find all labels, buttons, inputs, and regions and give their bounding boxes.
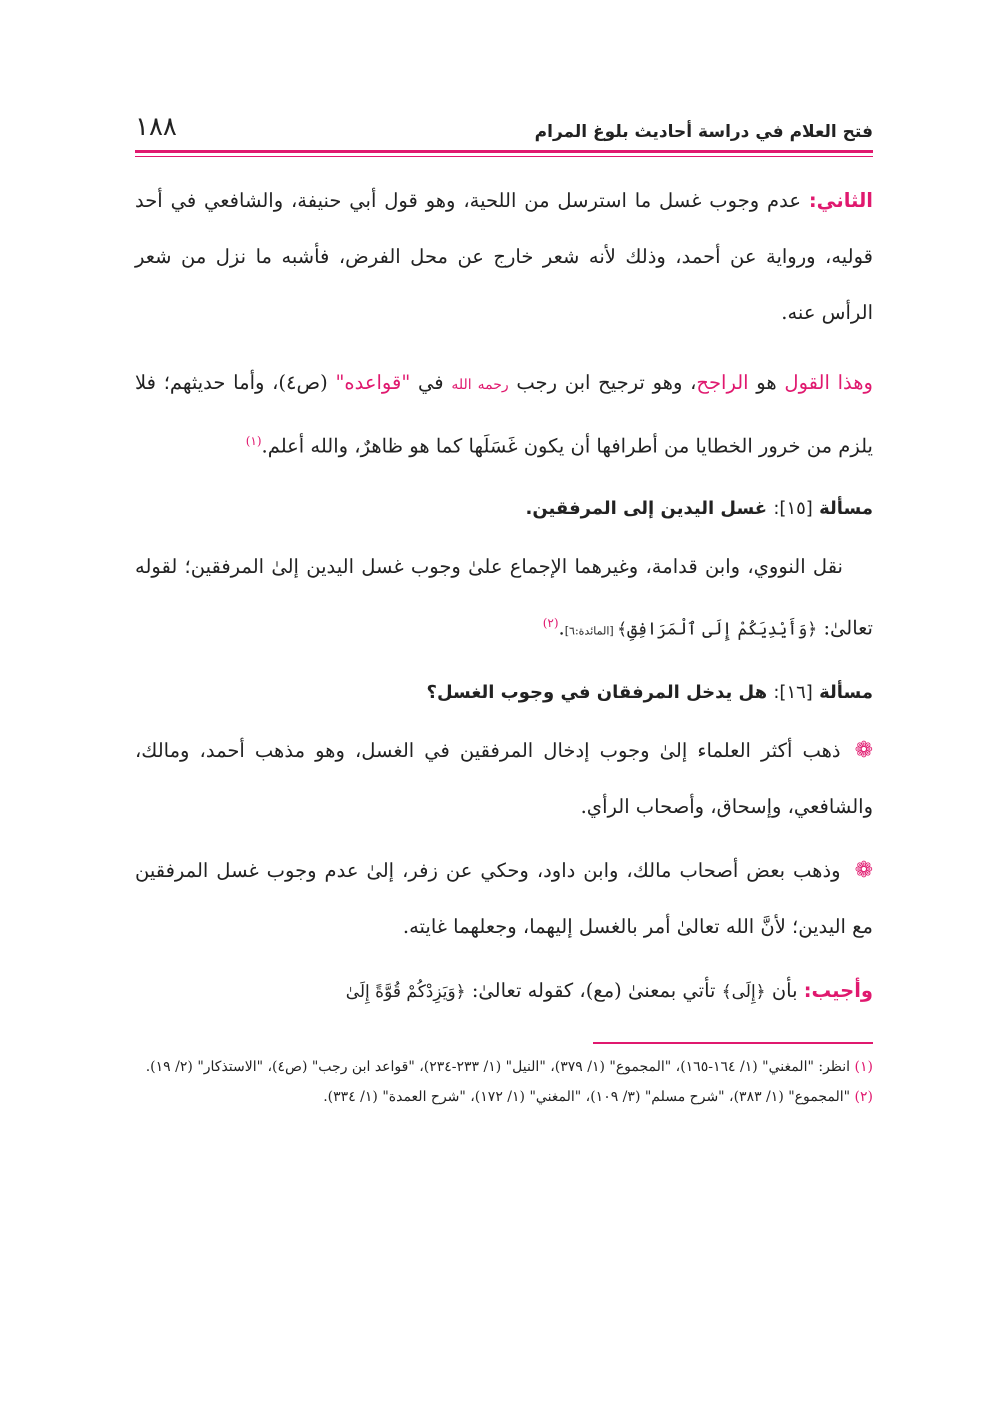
header-rule-thick [135,150,873,153]
honorific: رحمه الله [451,377,509,393]
footnotes [135,1054,873,1110]
paragraph-text: نقل النووي، وابن قدامة، وغيرهما الإجماع علىٰ وجوب غسل اليدين إلىٰ المرفقين؛ لقوله تعالىٰ: [135,554,873,639]
masala-title: غسل اليدين إلى المرفقين. [525,497,774,519]
footnote-number: (١) [854,1059,873,1075]
paragraph-text: وذهب بعض أصحاب مالك، وابن داود، وحكي عن زفر، إلىٰ عدم وجوب غسل المرفقين مع اليدين؛ لأنَّ الله تعالىٰ أمر بالغسل إليهما، وجعلهما غايته. [135,859,873,938]
quran-verse: ﴿وَأَيْدِيَكُمْ إِلَى ٱلْمَرَافِقِ﴾ [617,619,818,639]
paragraph-text: . [558,616,565,639]
paragraph-text: في [410,371,452,394]
footnote-text: انظر: "المغني" (١/ ١٦٤-١٦٥)، "المجموع" (١/ ٣٧٩)، "النيل" (١/ ٢٣٣-٢٣٤)، "قواعد ابن رجب" (ص٤)، "الاستذكار" (٢/ ١٩). [145,1059,855,1075]
quran-word: ﴿إِلَى﴾ [721,982,766,1002]
footnote-separator [593,1042,873,1044]
book-title: فتح العلام في دراسة أحاديث بلوغ المرام [534,122,873,142]
paragraph-text: ذهب أكثر العلماء إلىٰ وجوب إدخال المرفقين في الغسل، وهو مذهب أحمد، ومالك، والشافعي، وإسحاق، وأصحاب الرأي. [135,739,873,818]
highlight-this-opinion: وهذا القول [784,371,873,394]
page [135,108,873,1114]
verse-reference: [المائدة:٦] [564,624,618,637]
paragraph-second-opinion [135,173,873,341]
highlight-preferred: الراجح [696,371,749,394]
masala-number: [١٥]: [773,497,813,519]
page-number: ١٨٨ [135,112,177,142]
paragraph-preferred-opinion [135,355,873,475]
footnote-text: "المجموع" (١/ ٣٨٣)، "شرح مسلم" (٣/ ١٠٩)، "المغني" (١/ ١٧٢)، "شرح العمدة" (١/ ٣٣٤). [323,1089,855,1105]
paragraph-text: تأتي بمعنىٰ (مع)، كقوله تعالىٰ: [465,979,722,1002]
footnote-number: (٢) [854,1089,873,1105]
paragraph-text: بأن [765,979,804,1002]
masala-title: هل يدخل المرفقان في وجوب الغسل؟ [426,682,774,703]
masala-15-heading [135,489,873,529]
masala-16-heading [135,673,873,713]
paragraph-response [135,963,873,1020]
footnote-marker-1[interactable]: (١) [245,434,262,448]
paragraph-text: عدم وجوب غسل ما استرسل من اللحية، وهو قول أبي حنيفة، والشافعي في أحد قوليه، ورواية عن أحمد، وذلك لأنه شعر خارج عن محل الفرض، فأشبه ما نزل من شعر الرأس عنه. [135,189,873,324]
footnote-2 [135,1084,873,1110]
paragraph-text: (ص٤)، وأما حديثهم؛ فلا يلزم من خرور الخطايا من أطرافها أن يكون غَسَلَها كما هو ظاهرٌ، والله أعلم. [135,371,873,458]
quran-verse: ﴿وَيَزِدْكُمْ قُوَّةً إِلَىٰ [345,982,466,1002]
bullet-majority-opinion [135,723,873,835]
page-body [135,173,873,1020]
footnote-marker-2[interactable]: (٢) [542,615,559,630]
paragraph-lead: الثاني: [808,189,873,212]
paragraph-text: هو [748,371,785,394]
paragraph-lead: وأجيب: [803,979,873,1002]
page-header [135,108,873,142]
masala-number: [١٦]: [773,682,813,703]
bullet-minority-opinion [135,843,873,955]
header-rule-thin [135,156,873,157]
paragraph-ijma [135,539,873,660]
paragraph-text: ، وهو ترجيح ابن رجب [508,371,697,394]
book-reference: "قواعده" [335,371,411,394]
masala-label: مسألة [819,497,873,519]
flower-bullet-icon: ❁ [854,738,873,763]
masala-label: مسألة [819,682,873,703]
footnote-1 [135,1054,873,1080]
flower-bullet-icon: ❁ [854,858,873,883]
